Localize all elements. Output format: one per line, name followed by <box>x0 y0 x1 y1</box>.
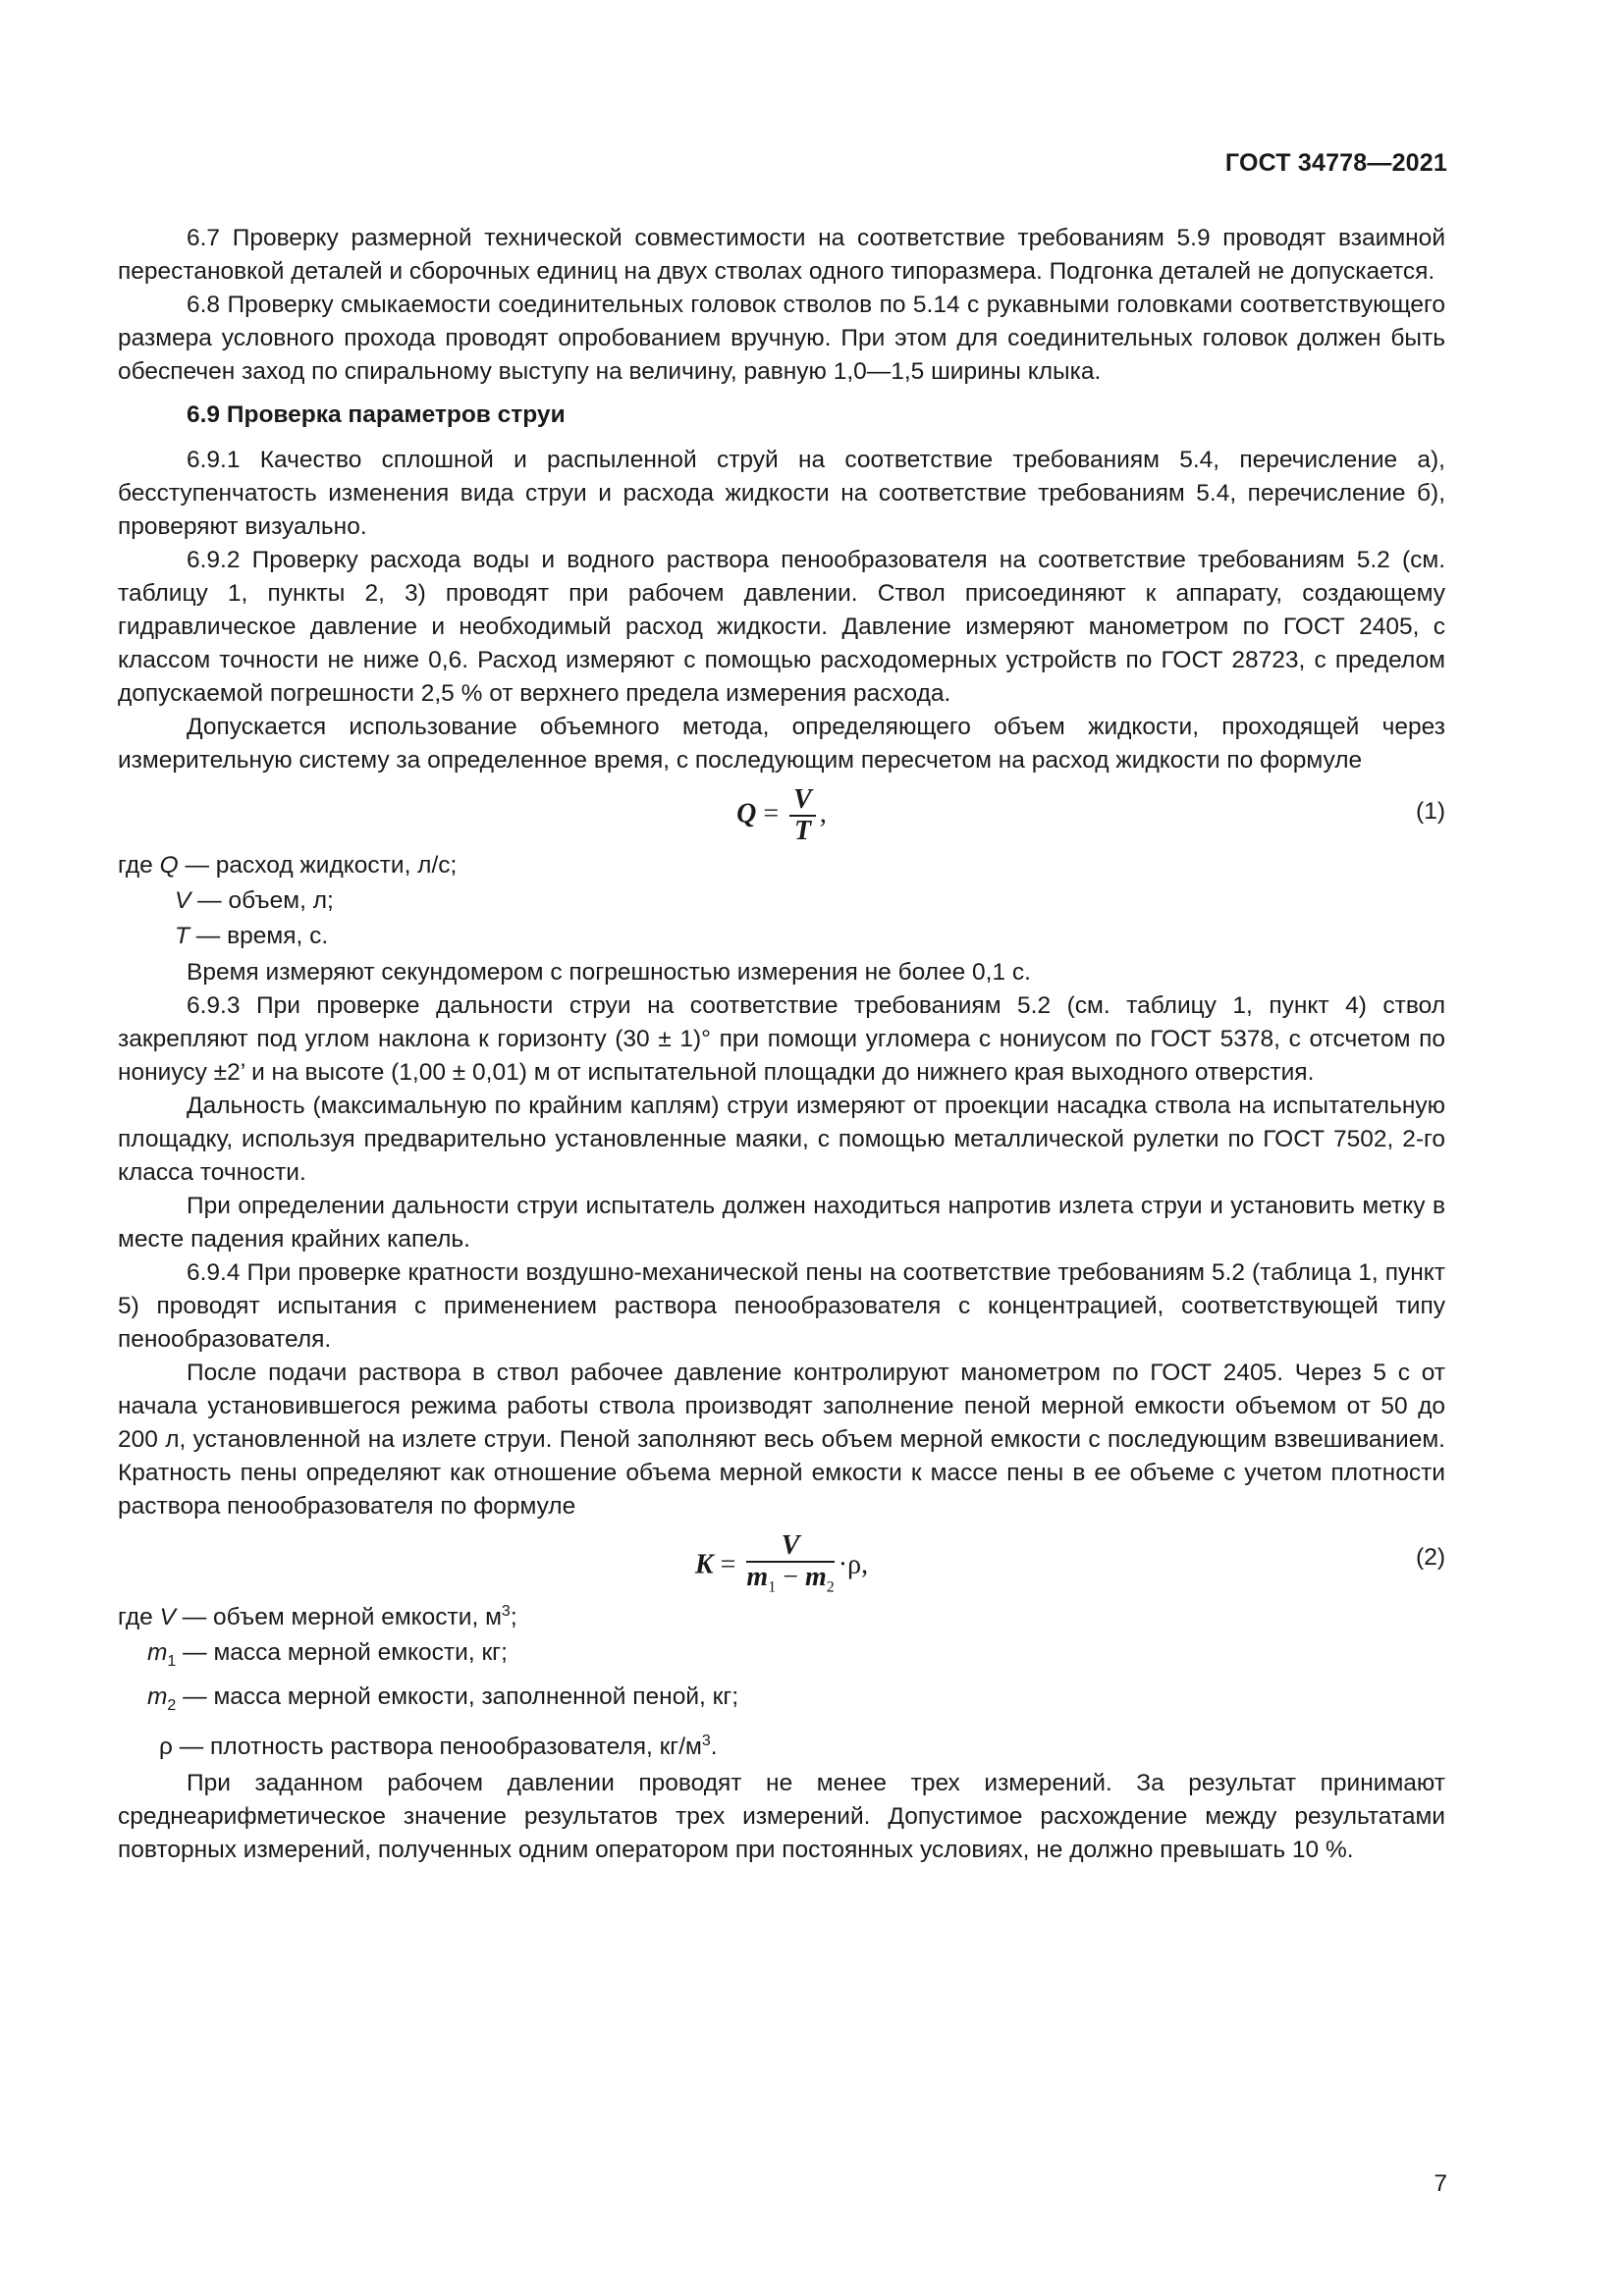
formula-2-fraction <box>746 1531 834 1603</box>
formula-1 <box>118 777 1445 846</box>
legend-row: V — объем, л; <box>175 887 334 914</box>
formula-1-tail: , <box>819 798 827 829</box>
formula-1-equals: = <box>763 798 780 829</box>
legend-row: где V — объем мерной емкости, $м^3$; <box>118 1603 517 1631</box>
legend-row: T — время, с. <box>175 923 329 949</box>
formula-2 <box>118 1523 1445 1596</box>
formula-1-denominator: T <box>793 816 812 846</box>
formula-2-equals: = <box>720 1549 736 1580</box>
legend-row: ρ — плотность раствора пенообразователя, $кг/м^3$. <box>159 1732 718 1761</box>
paragraph-range: Дальность (максимальную по крайним каплям) струи измеряют от проекции насадка ствола на испытательную площадку, используя предварительно установленные маяки, с помощью металлической рулетки по ГОСТ 7502, 2-го класса точности. <box>118 1093 1445 1186</box>
legend-row: где Q — расход жидкости, л/с; <box>118 852 458 879</box>
section-heading-6-9: 6.9 Проверка параметров струи <box>187 401 566 428</box>
formula-2-denominator: $m_1 - m_2$ <box>746 1562 835 1596</box>
page-number: 7 <box>1434 2170 1447 2197</box>
legend-row: $m_1$ — масса мерной емкости, кг; <box>147 1639 508 1671</box>
paragraph-6-9-3: 6.9.3 При проверке дальности струи на соответствие требованиям 5.2 (см. таблицу 1, пункт 4) ствол закрепляют под углом наклона к горизонту (30 ± 1)° при помощи угломера с нониусом по ГОСТ 5378, с отсчетом по нониусу ±2’ и на высоте (1,00 ± 0,01) м от испытательной площадки до нижнего края выходного отверстия. <box>118 992 1445 1086</box>
paragraph-6-9-2: 6.9.2 Проверку расхода воды и водного раствора пенообразователя на соответствие требованиям 5.2 (см. таблицу 1, пункты 2, 3) проводят при рабочем давлении. Ствол присоединяют к аппарату, создающему гидравлическое давление и необходимый расход жидкости. Давление измеряют манометром по ГОСТ 2405, с классом точности не ниже 0,6. Расход измеряют с помощью расходомерных устройств по ГОСТ 28723, с пределом допускаемой погрешности 2,5 % от верхнего предела измерения расхода. <box>118 547 1445 707</box>
formula-2-tail: ·ρ, <box>838 1549 869 1580</box>
document-body <box>118 222 1445 1867</box>
paragraph-6-8: 6.8 Проверку смыкаемости соединительных головок стволов по 5.14 с рукавными головками соответствующего размера условного прохода проводят опробованием вручную. При этом для соединительных головок должен быть обеспечен заход по спиральному выступу на величину, равную 1,0—1,5 ширины клыка. <box>118 292 1445 385</box>
formula-2-number: (2) <box>1416 1544 1445 1571</box>
paragraph-final: При заданном рабочем давлении проводят не менее трех измерений. За результат принимают среднеарифметическое значение результатов трех измерений. Допустимое расхождение между результатами повторных измерений, полученных одним оператором при постоянных условиях, не должно превышать 10 %. <box>118 1770 1445 1864</box>
paragraph-time-measure: Время измеряют секундомером с погрешностью измерения не более 0,1 с. <box>187 959 1031 986</box>
paragraph-6-7: 6.7 Проверку размерной технической совместимости на соответствие требованиям 5.9 проводят взаимной перестановкой деталей и сборочных единиц на двух стволах одного типоразмера. Подгонка деталей не допускается. <box>118 225 1445 285</box>
paragraph-tester: При определении дальности струи испытатель должен находиться напротив излета струи и установить метку в месте падения крайних капель. <box>118 1193 1445 1253</box>
formula-1-legend <box>118 848 1445 954</box>
paragraph-6-9-4: 6.9.4 При проверке кратности воздушно-механической пены на соответствие требованиям 5.2 (таблица 1, пункт 5) проводят испытания с применением раствора пенообразователя с концентрацией, соответствующей типу пенообразователя. <box>118 1259 1445 1353</box>
formula-1-lhs: Q <box>736 798 757 829</box>
paragraph-6-9-1: 6.9.1 Качество сплошной и распыленной струй на соответствие требованиям 5.4, перечисление а), бесступенчатость изменения вида струи и расхода жидкости на соответствие требованиям 5.4, перечисление б), проверяют визуально. <box>118 447 1445 540</box>
legend-row: $m_2$ — масса мерной емкости, заполненной пеной, кг; <box>147 1683 739 1714</box>
formula-2-lhs: K <box>694 1549 714 1580</box>
formula-2-legend <box>118 1594 1445 1765</box>
standard-designation: ГОСТ 34778—2021 <box>1224 149 1447 177</box>
formula-2-numerator: V <box>746 1531 834 1563</box>
formula-1-fraction <box>789 785 816 846</box>
paragraph-after-supply: После подачи раствора в ствол рабочее давление контролируют манометром по ГОСТ 2405. Через 5 с от начала установившегося режима работы ствола производят заполнение пеной мерной емкости объемом от 50 до 200 л, установленной на излете струи. Пеной заполняют весь объем мерной емкости с последующим взвешиванием. Кратность пены определяют как отношение объема мерной емкости к массе пены в ее объеме с учетом плотности раствора пенообразователя по формуле <box>118 1360 1445 1520</box>
formula-1-number: (1) <box>1416 798 1445 825</box>
formula-1-numerator: V <box>789 785 816 817</box>
paragraph-volume-method: Допускается использование объемного метода, определяющего объем жидкости, проходящей через измерительную систему за определенное время, с последующим пересчетом на расход жидкости по формуле <box>118 714 1445 774</box>
